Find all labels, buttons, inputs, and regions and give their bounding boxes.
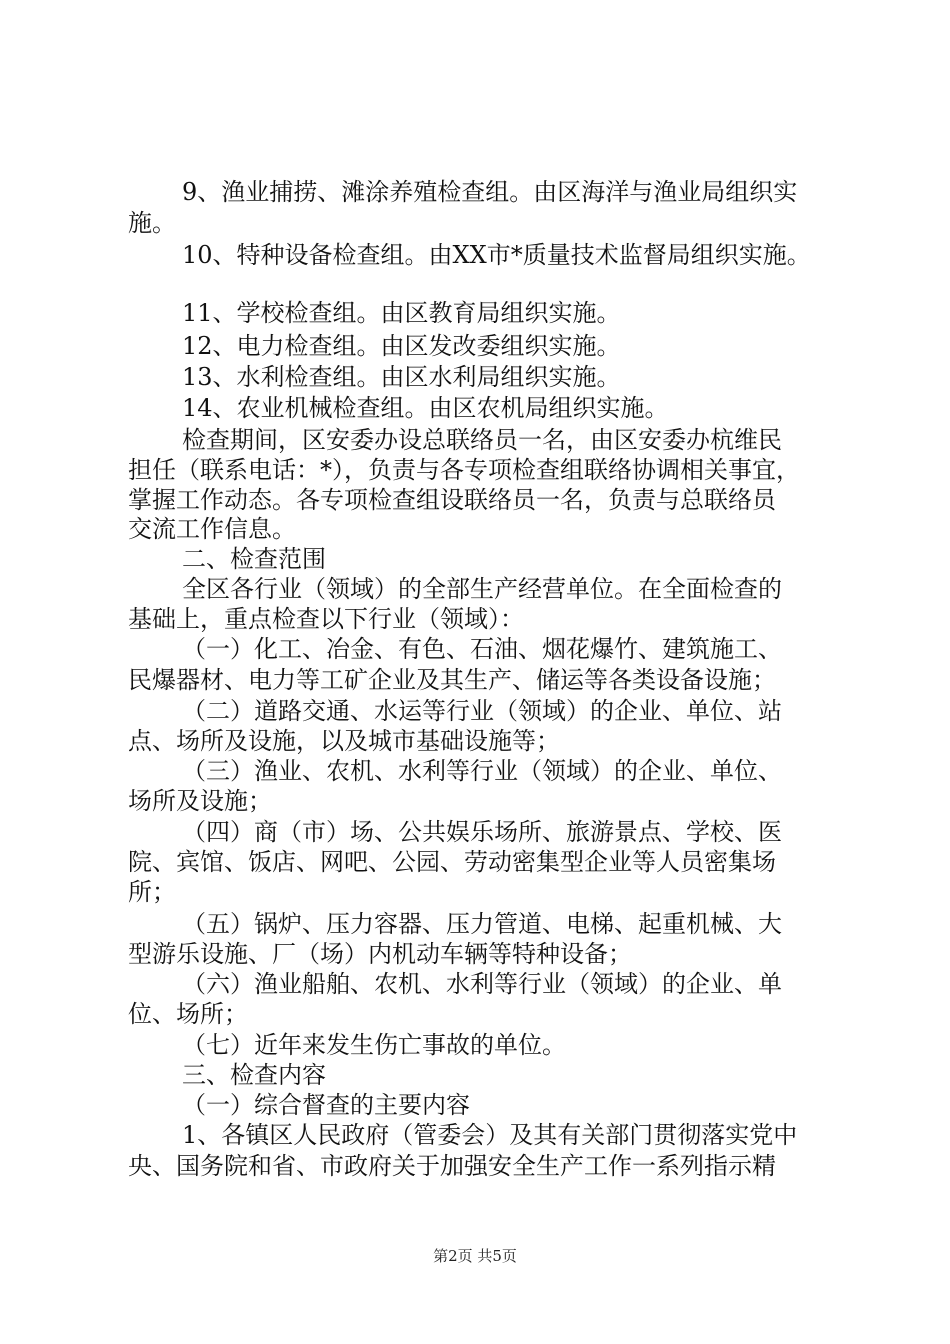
- text-line: 9、渔业捕捞、滩涂养殖检查组。由区海洋与渔业局组织实: [182, 178, 798, 206]
- text-line: 10、特种设备检查组。由XX市*质量技术监督局组织实施。: [182, 241, 811, 269]
- text-line: 14、农业机械检查组。由区农机局组织实施。: [182, 394, 669, 422]
- text-line: （五）锅炉、压力容器、压力管道、电梯、起重机械、大: [182, 910, 782, 938]
- text-line: （三）渔业、农机、水利等行业（领域）的企业、单位、: [182, 757, 782, 785]
- text-line: 场所及设施；: [128, 787, 272, 815]
- text-line: （一）化工、冶金、有色、石油、烟花爆竹、建筑施工、: [182, 635, 782, 663]
- text-line: 型游乐设施、厂（场）内机动车辆等特种设备；: [128, 940, 632, 968]
- subsection-heading: （一）综合督查的主要内容: [182, 1091, 470, 1119]
- text-line: 施。: [128, 209, 176, 237]
- text-line: 1、各镇区人民政府（管委会）及其有关部门贯彻落实党中: [182, 1121, 798, 1149]
- text-line: 掌握工作动态。各专项检查组设联络员一名，负责与总联络员: [128, 486, 776, 514]
- text-line: 院、宾馆、饭店、网吧、公园、劳动密集型企业等人员密集场: [128, 848, 776, 876]
- section-heading: 二、检查范围: [182, 545, 326, 573]
- text-line: 11、学校检查组。由区教育局组织实施。: [182, 299, 621, 327]
- text-line: 检查期间，区安委办设总联络员一名，由区安委办杭维民: [182, 426, 782, 454]
- text-line: （七）近年来发生伤亡事故的单位。: [182, 1031, 566, 1059]
- text-line: 基础上，重点检查以下行业（领域）：: [128, 605, 524, 633]
- text-line: 点、场所及设施，以及城市基础设施等；: [128, 727, 560, 755]
- text-line: 所；: [128, 878, 176, 906]
- text-line: 央、国务院和省、市政府关于加强安全生产工作一系列指示精: [128, 1152, 776, 1180]
- text-line: 全区各行业（领域）的全部生产经营单位。在全面检查的: [182, 575, 782, 603]
- page-footer: 第2页 共5页: [433, 1247, 517, 1265]
- text-line: （四）商（市）场、公共娱乐场所、旅游景点、学校、医: [182, 818, 782, 846]
- text-line: （六）渔业船舶、农机、水利等行业（领域）的企业、单: [182, 970, 782, 998]
- text-line: 担任（联系电话：*），负责与各专项检查组联络协调相关事宜，: [128, 456, 800, 484]
- text-line: （二）道路交通、水运等行业（领域）的企业、单位、站: [182, 697, 782, 725]
- text-line: 位、场所；: [128, 1000, 248, 1028]
- text-line: 民爆器材、电力等工矿企业及其生产、储运等各类设备设施；: [128, 666, 776, 694]
- text-line: 交流工作信息。: [128, 515, 296, 543]
- text-line: 13、水利检查组。由区水利局组织实施。: [182, 363, 621, 391]
- section-heading: 三、检查内容: [182, 1061, 326, 1089]
- text-line: 12、电力检查组。由区发改委组织实施。: [182, 332, 621, 360]
